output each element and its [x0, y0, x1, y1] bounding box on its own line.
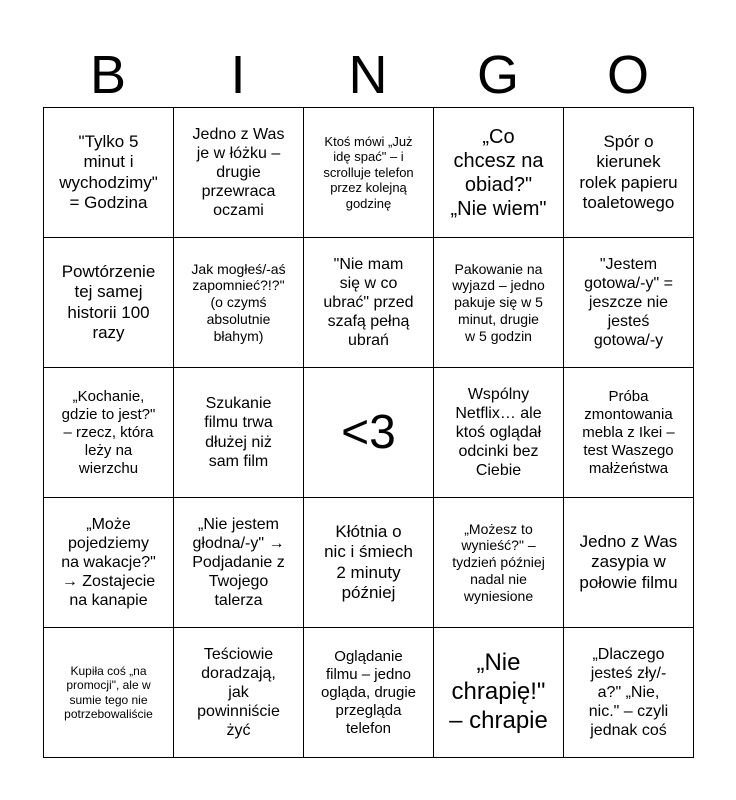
bingo-cell[interactable]: Teściowie doradzają, jak powinniście żyć [174, 628, 304, 758]
bingo-cell[interactable]: „Nie jestem głodna/-y" → Podjadanie z Twojego talerza [174, 498, 304, 628]
header-letter-g: G [476, 45, 519, 105]
bingo-cell[interactable]: Jak mogłeś/-aś zapomnieć?!?" (o czymś absolutnie błahym) [174, 238, 304, 368]
bingo-cell[interactable]: „Dlaczego jesteś zły/- a?" „Nie, nic." – czyli jednak coś [564, 628, 694, 758]
bingo-cell[interactable]: Jedno z Was je w łóżku – drugie przewraca oczami [174, 108, 304, 238]
bingo-cell[interactable]: „Możesz to wynieść?" – tydzień później nadal nie wyniesione [434, 498, 564, 628]
bingo-cell[interactable]: Powtórzenie tej samej historii 100 razy [44, 238, 174, 368]
bingo-cell[interactable]: Jedno z Was zasypia w połowie filmu [564, 498, 694, 628]
free-space-cell[interactable]: <3 [304, 368, 434, 498]
bingo-cell[interactable]: Spór o kierunek rolek papieru toaletowego [564, 108, 694, 238]
header-letter-i: I [230, 45, 246, 105]
bingo-cell[interactable]: Pakowanie na wyjazd – jedno pakuje się w 5 minut, drugie w 5 godzin [434, 238, 564, 368]
bingo-cell[interactable]: Oglądanie filmu – jedno ogląda, drugie przegląda telefon [304, 628, 434, 758]
bingo-cell[interactable]: "Nie mam się w co ubrać" przed szafą pełną ubrań [304, 238, 434, 368]
bingo-cell[interactable]: „Może pojedziemy na wakacje?" → Zostajecie na kanapie [44, 498, 174, 628]
bingo-cell[interactable]: Ktoś mówi „Już idę spać" – i scrolluje telefon przez kolejną godzinę [304, 108, 434, 238]
bingo-header [43, 42, 693, 108]
bingo-cell[interactable]: Kupiła coś „na promocji", ale w sumie tego nie potrzebowaliście [44, 628, 174, 758]
header-letter-n: N [348, 45, 388, 105]
header-letter-b: B [89, 45, 127, 105]
bingo-cell[interactable]: „Kochanie, gdzie to jest?" – rzecz, która leży na wierzchu [44, 368, 174, 498]
bingo-cell[interactable]: Szukanie filmu trwa dłużej niż sam film [174, 368, 304, 498]
bingo-cell[interactable]: „Co chcesz na obiad?" „Nie wiem" [434, 108, 564, 238]
bingo-board [43, 107, 694, 758]
bingo-cell[interactable]: Próba zmontowania mebla z Ikei – test Waszego małżeństwa [564, 368, 694, 498]
header-letter-o: O [606, 45, 649, 105]
bingo-cell[interactable]: Wspólny Netflix… ale ktoś oglądał odcinki bez Ciebie [434, 368, 564, 498]
bingo-cell[interactable]: Kłótnia o nic i śmiech 2 minuty później [304, 498, 434, 628]
bingo-cell[interactable]: "Tylko 5 minut i wychodzimy" = Godzina [44, 108, 174, 238]
bingo-cell[interactable]: "Jestem gotowa/-y" = jeszcze nie jesteś gotowa/-y [564, 238, 694, 368]
bingo-cell[interactable]: „Nie chrapię!" – chrapie [434, 628, 564, 758]
